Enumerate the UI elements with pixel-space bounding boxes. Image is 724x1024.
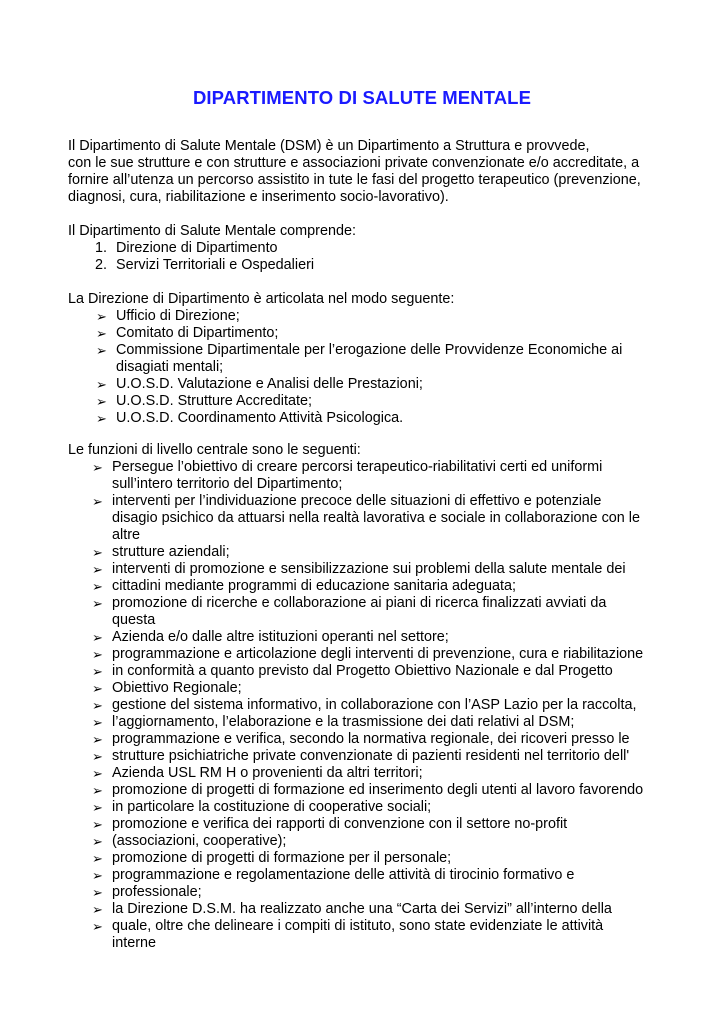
list-item bbox=[68, 663, 668, 680]
list-item-text: promozione di progetti di formazione ed inserimento degli utenti al lavoro favorendo bbox=[112, 782, 644, 798]
intro-line: Il Dipartimento di Salute Mentale (DSM) è un Dipartimento a Struttura e provvede, bbox=[68, 138, 590, 154]
list-item bbox=[68, 629, 668, 646]
intro-line: diagnosi, cura, riabilitazione e inserimento socio-lavorativo). bbox=[68, 189, 449, 205]
arrow-bullet-icon: ➢ bbox=[92, 545, 103, 560]
intro-line: con le sue strutture e con strutture e associazioni private convenzionate e/o accreditate, a bbox=[68, 155, 640, 171]
intro-paragraph bbox=[68, 138, 668, 206]
intro-line: fornire all’utenza un percorso assistito in tute le fasi del progetto terapeutico (prevenzione, bbox=[68, 172, 641, 188]
arrow-bullet-icon: ➢ bbox=[92, 596, 103, 611]
list-item-text: promozione di ricerche e collaborazione ai piani di ricerca finalizzati avviati da bbox=[112, 595, 607, 611]
list-item-text: programmazione e verifica, secondo la normativa regionale, dei ricoveri presso le bbox=[112, 731, 630, 747]
list-item bbox=[68, 901, 668, 918]
list-item-text: Azienda e/o dalle altre istituzioni operanti nel settore; bbox=[112, 629, 449, 645]
list-item bbox=[68, 918, 668, 952]
arrow-bullet-icon: ➢ bbox=[96, 309, 107, 324]
list-item-text: gestione del sistema informativo, in collaborazione con l’ASP Lazio per la raccolta, bbox=[112, 697, 637, 713]
list-item bbox=[68, 376, 668, 393]
arrow-bullet-icon: ➢ bbox=[96, 326, 107, 341]
list-item bbox=[68, 748, 668, 765]
list-item bbox=[68, 850, 668, 867]
list-item-text: cittadini mediante programmi di educazione sanitaria adeguata; bbox=[112, 578, 516, 594]
arrow-bullet-icon: ➢ bbox=[96, 394, 107, 409]
list-item-text: interventi per l’individuazione precoce delle situazioni di effettivo e potenziale bbox=[112, 493, 602, 509]
list-item-text: in particolare la costituzione di cooperative sociali; bbox=[112, 799, 432, 815]
arrow-bullet-icon: ➢ bbox=[92, 579, 103, 594]
list-item-text: U.O.S.D. Coordinamento Attività Psicologica. bbox=[116, 410, 404, 426]
list-item-text: interne bbox=[112, 935, 157, 951]
list-item bbox=[68, 697, 668, 714]
section-funzioni bbox=[68, 442, 668, 952]
numbered-list bbox=[68, 240, 668, 274]
list-item-text: (associazioni, cooperative); bbox=[112, 833, 287, 849]
list-item-text: altre bbox=[112, 527, 140, 543]
list-item bbox=[68, 240, 668, 257]
list-item-text: in conformità a quanto previsto dal Progetto Obiettivo Nazionale e dal Progetto bbox=[112, 663, 613, 679]
list-item bbox=[68, 257, 668, 274]
arrow-bullet-icon: ➢ bbox=[92, 494, 103, 509]
list-item-text: sull’intero territorio del Dipartimento; bbox=[112, 476, 343, 492]
list-item-text: Ufficio di Direzione; bbox=[116, 308, 240, 324]
list-item-text: Commissione Dipartimentale per l’erogazione delle Provvidenze Economiche ai bbox=[116, 342, 623, 358]
list-item-text: strutture psichiatriche private convenzionate di pazienti residenti nel territorio dell' bbox=[112, 748, 630, 764]
list-item-text: l’aggiornamento, l’elaborazione e la trasmissione dei dati relativi al DSM; bbox=[112, 714, 575, 730]
list-item bbox=[68, 544, 668, 561]
list-item-text: disagiati mentali; bbox=[116, 359, 224, 375]
list-item-text: Direzione di Dipartimento bbox=[116, 240, 278, 256]
arrow-bullet-icon: ➢ bbox=[92, 766, 103, 781]
list-item-text: Obiettivo Regionale; bbox=[112, 680, 242, 696]
section-heading: Il Dipartimento di Salute Mentale comprende: bbox=[68, 223, 356, 239]
list-item bbox=[68, 561, 668, 578]
arrow-bullet-icon: ➢ bbox=[92, 630, 103, 645]
arrow-bullet-icon: ➢ bbox=[92, 885, 103, 900]
list-item bbox=[68, 765, 668, 782]
arrow-bullet-icon: ➢ bbox=[92, 664, 103, 679]
list-item-text: Servizi Territoriali e Ospedalieri bbox=[116, 257, 315, 273]
list-item bbox=[68, 646, 668, 663]
arrow-bullet-icon: ➢ bbox=[92, 902, 103, 917]
arrow-bullet-icon: ➢ bbox=[92, 919, 103, 934]
list-item bbox=[68, 867, 668, 884]
arrow-bullet-icon: ➢ bbox=[92, 698, 103, 713]
arrow-bullet-icon: ➢ bbox=[92, 732, 103, 747]
list-item-text: programmazione e regolamentazione delle attività di tirocinio formativo e bbox=[112, 867, 575, 883]
bullet-list bbox=[68, 459, 668, 952]
list-number: 2. bbox=[95, 257, 108, 273]
list-item-text: interventi di promozione e sensibilizzazione sui problemi della salute mentale dei bbox=[112, 561, 626, 577]
list-item bbox=[68, 782, 668, 799]
arrow-bullet-icon: ➢ bbox=[96, 411, 107, 426]
list-item bbox=[68, 799, 668, 816]
list-item bbox=[68, 393, 668, 410]
list-item bbox=[68, 595, 668, 629]
list-item bbox=[68, 410, 668, 427]
list-item-text: Comitato di Dipartimento; bbox=[116, 325, 279, 341]
list-item bbox=[68, 816, 668, 833]
arrow-bullet-icon: ➢ bbox=[92, 817, 103, 832]
list-item bbox=[68, 459, 668, 493]
list-number: 1. bbox=[95, 240, 108, 256]
arrow-bullet-icon: ➢ bbox=[92, 647, 103, 662]
section-heading: Le funzioni di livello centrale sono le seguenti: bbox=[68, 442, 361, 458]
list-item bbox=[68, 833, 668, 850]
list-item-text: promozione e verifica dei rapporti di convenzione con il settore no-profit bbox=[112, 816, 568, 832]
list-item-text: la Direzione D.S.M. ha realizzato anche una “Carta dei Servizi” all’interno della bbox=[112, 901, 612, 917]
list-item bbox=[68, 578, 668, 595]
list-item-text: disagio psichico da attuarsi nella realtà lavorativa e sociale in collaborazione con le bbox=[112, 510, 640, 526]
arrow-bullet-icon: ➢ bbox=[92, 681, 103, 696]
list-item-text: strutture aziendali; bbox=[112, 544, 230, 560]
arrow-bullet-icon: ➢ bbox=[92, 800, 103, 815]
list-item bbox=[68, 884, 668, 901]
list-item-text: Persegue l’obiettivo di creare percorsi terapeutico-riabilitativi certi ed uniformi bbox=[112, 459, 603, 475]
arrow-bullet-icon: ➢ bbox=[96, 377, 107, 392]
arrow-bullet-icon: ➢ bbox=[92, 783, 103, 798]
list-item-text: professionale; bbox=[112, 884, 202, 900]
list-item bbox=[68, 680, 668, 697]
list-item bbox=[68, 714, 668, 731]
list-item-text: Azienda USL RM H o provenienti da altri territori; bbox=[112, 765, 423, 781]
list-item-text: U.O.S.D. Valutazione e Analisi delle Prestazioni; bbox=[116, 376, 423, 392]
list-item-text: quale, oltre che delineare i compiti di istituto, sono state evidenziate le attività bbox=[112, 918, 604, 934]
section-direzione bbox=[68, 291, 668, 427]
section-comprende bbox=[68, 223, 668, 274]
list-item-text: programmazione e articolazione degli interventi di prevenzione, cura e riabilitazione bbox=[112, 646, 644, 662]
list-item-text: U.O.S.D. Strutture Accreditate; bbox=[116, 393, 312, 409]
arrow-bullet-icon: ➢ bbox=[92, 562, 103, 577]
arrow-bullet-icon: ➢ bbox=[92, 834, 103, 849]
list-item bbox=[68, 493, 668, 544]
arrow-bullet-icon: ➢ bbox=[92, 460, 103, 475]
arrow-bullet-icon: ➢ bbox=[92, 851, 103, 866]
arrow-bullet-icon: ➢ bbox=[92, 715, 103, 730]
page-title: DIPARTIMENTO DI SALUTE MENTALE bbox=[192, 87, 532, 108]
list-item bbox=[68, 731, 668, 748]
list-item-text: questa bbox=[112, 612, 156, 628]
list-item bbox=[68, 308, 668, 325]
list-item-text: promozione di progetti di formazione per il personale; bbox=[112, 850, 452, 866]
arrow-bullet-icon: ➢ bbox=[96, 343, 107, 358]
bullet-list bbox=[68, 308, 668, 427]
list-item bbox=[68, 325, 668, 342]
arrow-bullet-icon: ➢ bbox=[92, 868, 103, 883]
arrow-bullet-icon: ➢ bbox=[92, 749, 103, 764]
list-item bbox=[68, 342, 668, 376]
section-heading: La Direzione di Dipartimento è articolata nel modo seguente: bbox=[68, 291, 455, 307]
